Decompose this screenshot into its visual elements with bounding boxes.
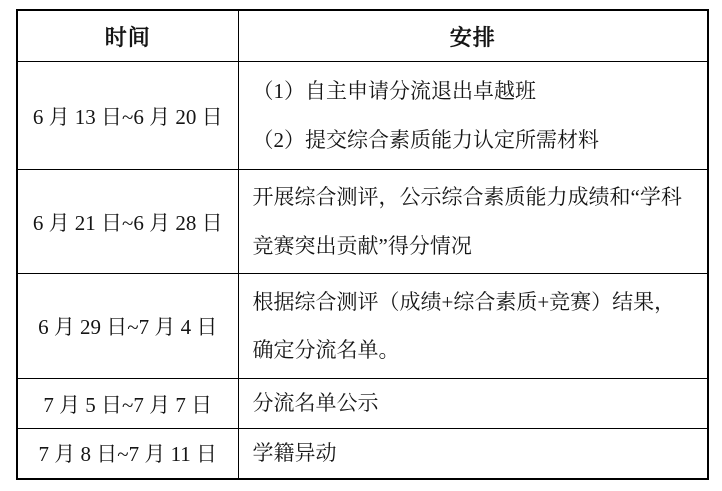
arrangement-item: （2）提交综合素质能力认定所需材料: [252, 127, 599, 152]
header-row: [17, 10, 708, 62]
arrangement-item: 学籍异动: [252, 441, 337, 466]
arrangement-item: 开展综合测评，公示综合素质能力成绩和“学科竞赛突出贡献”得分情况: [252, 185, 682, 258]
time-cell: 7 月 8 日~7 月 11 日: [17, 429, 238, 479]
arrangement-cell: [238, 170, 708, 274]
arrangement-item: 分流名单公示: [252, 391, 379, 416]
table-row: [17, 379, 708, 429]
schedule-table: [16, 9, 709, 480]
table-row: [17, 429, 708, 479]
arrangement-cell: [238, 62, 708, 170]
time-cell: 6 月 29 日~7 月 4 日: [17, 274, 238, 379]
time-cell: 6 月 21 日~6 月 28 日: [17, 170, 238, 274]
table-row: [17, 274, 708, 379]
arrangement-cell: [238, 429, 708, 479]
table-row: [17, 170, 708, 274]
table-row: [17, 62, 708, 170]
arrangement-cell: [238, 274, 708, 379]
arrangement-item: 根据综合测评（成绩+综合素质+竞赛）结果，确定分流名单。: [252, 289, 676, 362]
arrangement-cell: [238, 379, 708, 429]
column-header-arrangement: 安排: [238, 10, 708, 62]
arrangement-item: （1）自主申请分流退出卓越班: [252, 79, 536, 104]
time-cell: 6 月 13 日~6 月 20 日: [17, 62, 238, 170]
time-cell: 7 月 5 日~7 月 7 日: [17, 379, 238, 429]
column-header-time: 时间: [17, 10, 238, 62]
